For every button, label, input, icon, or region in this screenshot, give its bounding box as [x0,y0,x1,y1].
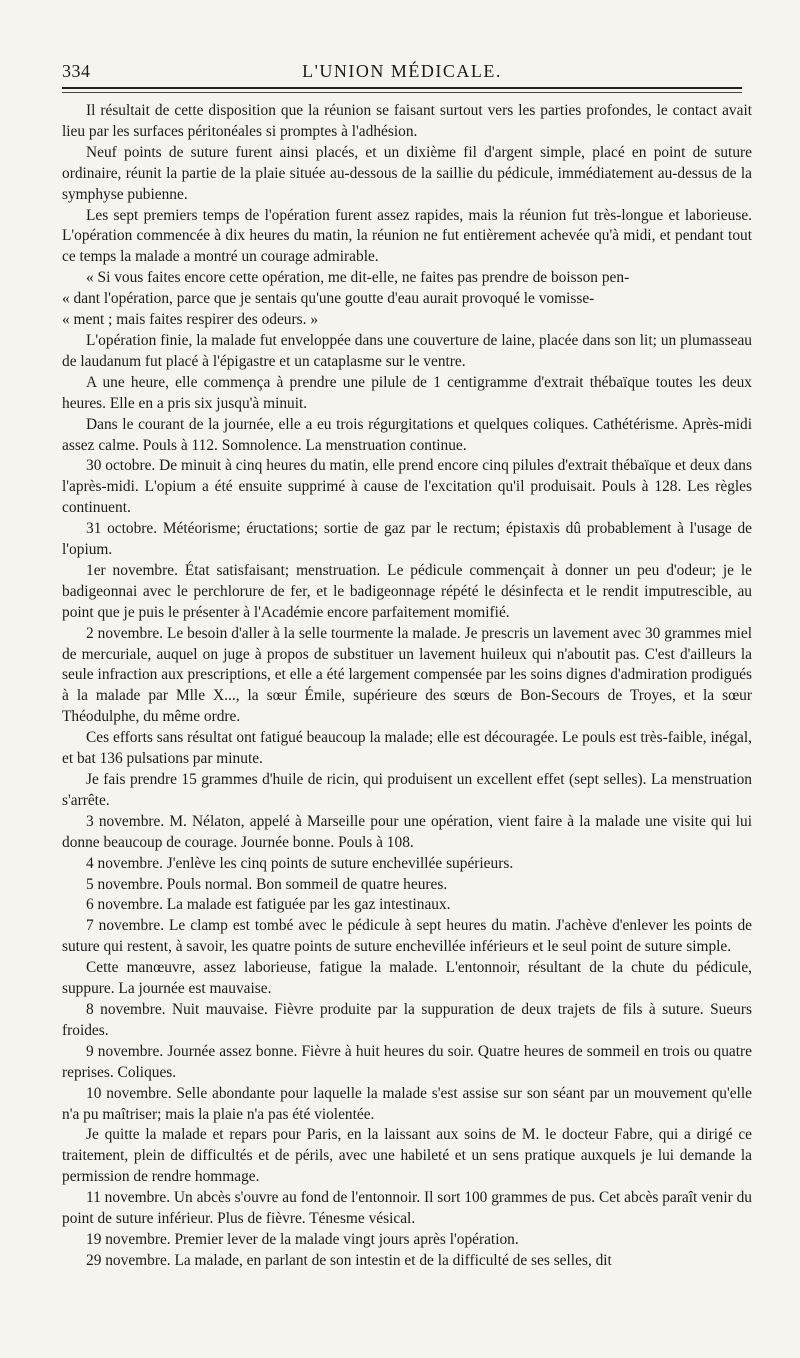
paragraph: Neuf points de suture furent ainsi placés, et un dixième fil d'argent simple, placé en point de suture ordinaire, réunit la partie de la plaie située au-dessous de la saillie du pédicule, immédiatement au-dessus de la symphyse pubienne. [62,143,752,203]
paragraph: 29 novembre. La malade, en parlant de son intestin et de la difficulté de ses selles, dit [86,1251,612,1269]
page-number: 334 [62,61,91,81]
paragraph: 31 octobre. Météorisme; éructations; sortie de gaz par le rectum; épistaxis dû probablement à l'usage de l'opium. [62,520,752,559]
paragraph: 5 novembre. Pouls normal. Bon sommeil de quatre heures. [86,875,448,893]
paragraph: L'opération finie, la malade fut enveloppée dans une couverture de laine, placée dans son lit; un plumasseau de laudanum fut placé à l'épigastre et un cataplasme sur le ventre. [62,331,752,370]
paragraph: Il résultait de cette disposition que la réunion se faisant surtout vers les parties profondes, le contact avait lieu par les surfaces péritonéales si promptes à l'adhésion. [62,102,752,140]
paragraph: 9 novembre. Journée assez bonne. Fièvre à huit heures du soir. Quatre heures de sommeil en trois ou quatre reprises. Coliques. [62,1042,752,1081]
page-header [62,55,742,85]
paragraph: 10 novembre. Selle abondante pour laquelle la malade s'est assise sur son séant par un mouvement qu'elle n'a pu maîtriser; mais la plaie n'a pas été violentée. [62,1084,752,1123]
paragraph: 30 octobre. De minuit à cinq heures du matin, elle prend encore cinq pilules d'extrait thébaïque et deux dans l'après-midi. L'opium a été ensuite supprimé à cause de l'excitation qu'il produisait. Pouls à 128. Les règles continuent. [62,457,752,517]
quote-line: « dant l'opération, parce que je sentais qu'une goutte d'eau aurait provoqué le vomisse- [62,290,595,308]
quote-line: « Si vous faites encore cette opération, me dit-elle, ne faites pas prendre de boisson pen- [86,269,630,287]
paragraph: Cette manœuvre, assez laborieuse, fatigue la malade. L'entonnoir, résultant de la chute du pédicule, suppure. La journée est mauvaise. [62,959,752,998]
paragraph: Ces efforts sans résultat ont fatigué beaucoup la malade; elle est découragée. Le pouls est très-faible, inégal, et bat 136 pulsations par minute. [62,729,752,768]
body-text [62,101,752,1272]
running-title: L'UNION MÉDICALE. [302,61,502,81]
paragraph: Dans le courant de la journée, elle a eu trois régurgitations et quelques coliques. Cathétérisme. Après-midi assez calme. Pouls à 112. Somnolence. La menstruation continue. [62,415,752,454]
quote-line: « ment ; mais faites respirer des odeurs. » [62,311,319,329]
paragraph: 3 novembre. M. Nélaton, appelé à Marseille pour une opération, vient faire à la malade une visite qui lui donne beaucoup de courage. Journée bonne. Pouls à 108. [62,812,752,851]
paragraph: 2 novembre. Le besoin d'aller à la selle tourmente la malade. Je prescris un lavement avec 30 grammes miel de mercuriale, auquel on juge à propos de substituer un lavement huileux qui n'aboutit pas. C'est d'ailleurs la seule infraction aux prescriptions, et elle a été largement compensée par les soins dignes d'admiration prodigués à la malade par Mlle X..., la sœur Émile, supérieure des sœurs de Bon-Secours de Troyes, et la sœur Théodulphe, du même ordre. [62,624,752,726]
header-rule-thin [62,92,742,93]
paragraph: Je fais prendre 15 grammes d'huile de ricin, qui produisent un excellent effet (sept selles). La menstruation s'arrête. [62,771,752,809]
paragraph: 6 novembre. La malade est fatiguée par les gaz intestinaux. [86,896,451,914]
paragraph: A une heure, elle commença à prendre une pilule de 1 centigramme d'extrait thébaïque toutes les deux heures. Elle en a pris six jusqu'à minuit. [62,373,752,412]
paragraph: 4 novembre. J'enlève les cinq points de suture enchevillée supérieurs. [86,854,514,872]
paragraph: 8 novembre. Nuit mauvaise. Fièvre produite par la suppuration de deux trajets de fils à suture. Sueurs froides. [62,1000,752,1039]
paragraph: Je quitte la malade et repars pour Paris, en la laissant aux soins de M. le docteur Fabre, qui a dirigé ce traitement, plein de difficultés et de périls, avec une habileté et un sens pratique auxquels je lui demande la permission de rendre hommage. [62,1126,752,1186]
paragraph: 19 novembre. Premier lever de la malade vingt jours après l'opération. [86,1230,519,1248]
paragraph: Les sept premiers temps de l'opération furent assez rapides, mais la réunion fut très-longue et laborieuse. L'opération commencée à dix heures du matin, la réunion ne fut entièrement achevée qu'à midi, et pendant tout ce temps la malade a montré un courage admirable. [62,206,752,266]
paragraph: 11 novembre. Un abcès s'ouvre au fond de l'entonnoir. Il sort 100 grammes de pus. Cet abcès paraît venir du point de suture inférieur. Plus de fièvre. Ténesme vésical. [62,1189,752,1228]
paragraph: 1er novembre. État satisfaisant; menstruation. Le pédicule commençait à donner un peu d'odeur; je le badigeonnai avec le perchlorure de fer, et le badigeonnage répété le désinfecta et le rendit imputrescible, au point que je puis le présenter à l'Académie encore parfaitement momifié. [62,561,752,621]
header-rule-thick [62,87,742,89]
paragraph: 7 novembre. Le clamp est tombé avec le pédicule à sept heures du matin. J'achève d'enlever les points de suture qui restent, à savoir, les quatre points de suture enchevillée inférieurs et le seul point de suture simple. [62,917,752,956]
